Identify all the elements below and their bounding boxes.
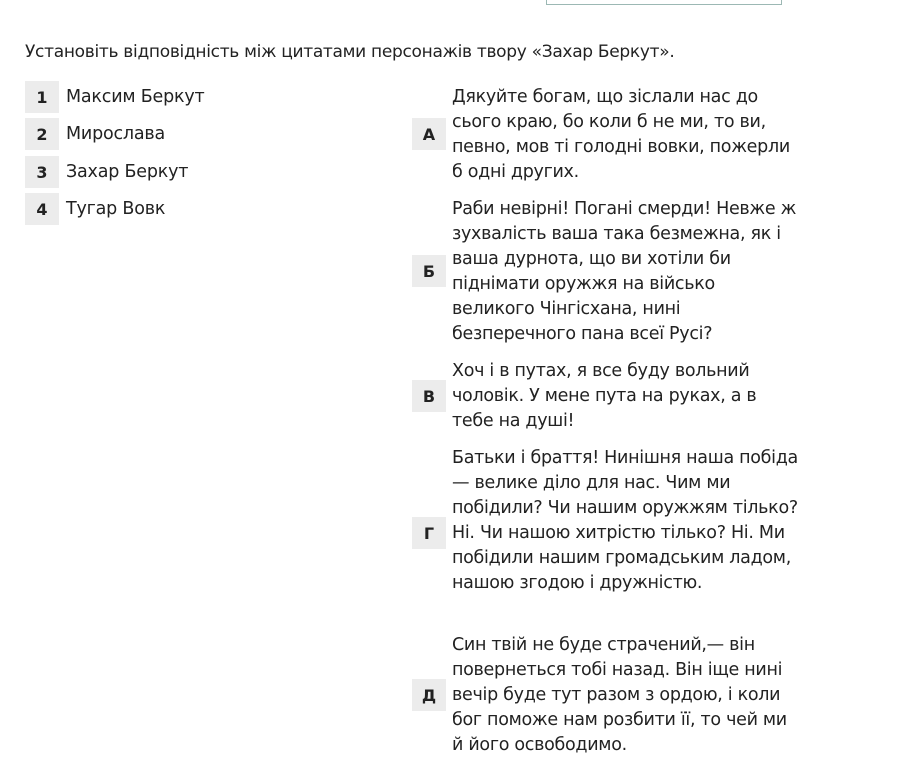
quote-letter-badge-b: Б xyxy=(412,255,446,287)
character-item-4 xyxy=(25,193,165,225)
character-number-badge: 1 xyxy=(25,81,59,113)
quote-letter-badge-a: А xyxy=(412,118,446,150)
question-text: Установіть відповідність між цитатами персонажів твору «Захар Беркут». xyxy=(25,42,675,62)
quote-letter-badge-h: Г xyxy=(412,517,446,549)
character-item-3 xyxy=(25,156,188,188)
quote-text-a: Дякуйте богам, що зіслали нас до сього краю, бо коли б не ми, то ви, певно, мов ті голодні вовки, пожерли б одні других. xyxy=(452,87,790,182)
character-name: Мирослава xyxy=(66,124,166,144)
character-number-badge: 3 xyxy=(25,156,59,188)
quote-text-d: Син твій не буде страчений,— він повернеться тобі назад. Він іще нині вечір буде тут разом з ордою, і коли бог поможе нам розбити її, то чей ми й його освободимо. xyxy=(452,635,787,755)
character-number-badge: 2 xyxy=(25,118,59,150)
character-name: Максим Беркут xyxy=(66,87,205,107)
character-name: Тугар Вовк xyxy=(66,199,166,219)
quote-text-b: Раби невірні! Погані смерди! Невже ж зухвалість ваша така безмежна, як і ваша дурнота, що ви хотіли би піднімати оружжя на військо великого Чінгісхана, нині безперечного пана всеї Русі? xyxy=(452,199,797,344)
quote-text-h: Батьки і браття! Нинішня наша побіда — велике діло для нас. Чим ми побідили? Чи нашим оружжям тілько? Ні. Чи нашою хитрістю тілько? Ні. Ми побідили нашим громадським ладом, нашою згодою і дружністю. xyxy=(452,448,798,593)
character-item-2 xyxy=(25,118,165,150)
character-number-badge: 4 xyxy=(25,193,59,225)
answer-box-edge xyxy=(546,0,782,5)
quote-text-v: Хоч і в путах, я все буду вольний чоловік. У мене пута на руках, а в тебе на душі! xyxy=(452,361,757,431)
quote-letter-badge-v: В xyxy=(412,380,446,412)
character-item-1 xyxy=(25,81,205,113)
character-name: Захар Беркут xyxy=(66,162,189,182)
quote-letter-badge-d: Д xyxy=(412,679,446,711)
